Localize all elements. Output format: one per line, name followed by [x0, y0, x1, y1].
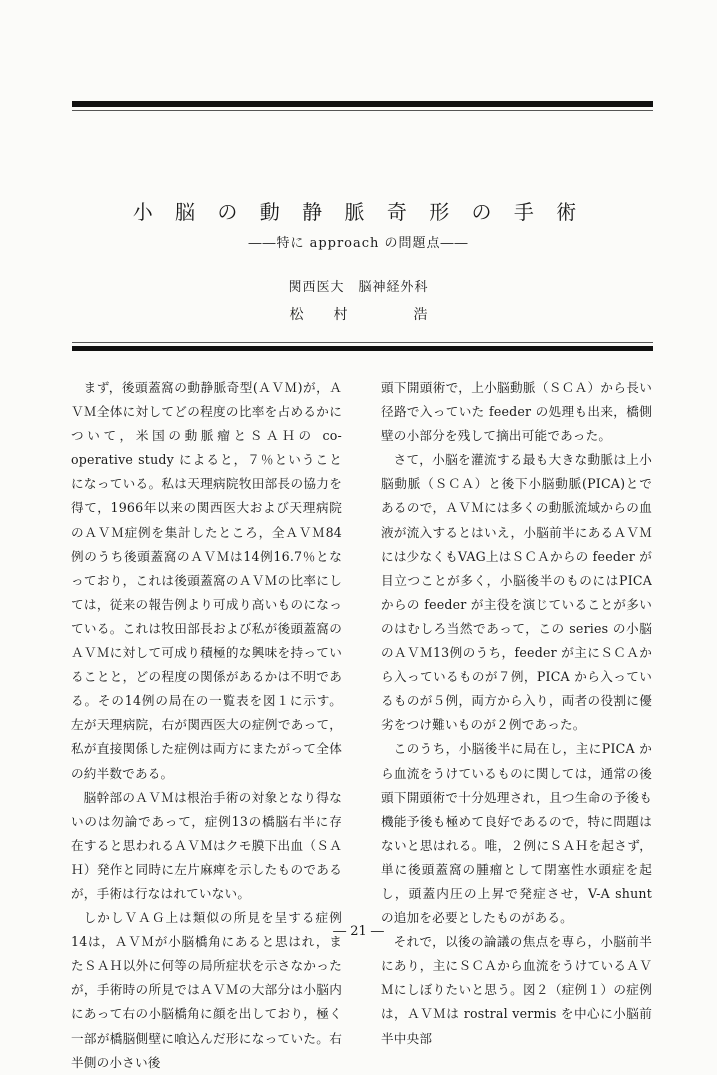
paragraph: しかしＶＡＧ上は類似の所見を呈する症例14は，ＡＶＭが小脳橋角にあると思はれ，またＳＡＨ以外に何等の局所症状を示さなかったが，手術時の所見ではＡＶＭの大部分は小脳内にあって右の小脳橋角に顔を出しており，極く一部が橋脳側壁に喰込んだ形になっていた。右半側の小さい後 [71, 910, 342, 1070]
author-given-name: 浩 [413, 307, 428, 323]
paragraph: このうち，小脳後半に局在し，主にPICA から血流をうけているものに関しては，通常の後頭下開頭術で十分処理され，且つ生命の予後も機能予後も極めて良好であるので，特に問題はないと思はれる。唯，２例にＳＡＨを起さず，単に後頭蓋窩の腫瘤として閉塞性水頭症を起し，頭蓋内圧の上昇で発症させ，V-A shunt の追加を必要としたものがある。 [381, 741, 652, 926]
author-family-name-2: 村 [333, 307, 348, 323]
affiliation: 関西医大 脳神経外科 [288, 280, 429, 295]
top-rule [72, 101, 653, 107]
paragraph: それで，以後の論議の焦点を専ら，小脳前半にあり，主にＳＣＡから血流をうけているＡＶＭにしぼりたいと思う。図２（症例１）の症例は，ＡＶＭは rostral vermis を中心に小脳前半中央部 [381, 934, 652, 1046]
page-number: ― 21 ― [333, 924, 384, 939]
author-family-name-1: 松 [289, 307, 304, 323]
paragraph: まず，後頭蓋窩の動静脈奇型(ＡＶＭ)が，ＡＶＭ全体に対してどの程度の比率を占めるかについて，米国の動脈瘤とＳＡＨの co-operative study によると，７％ということになっている。私は天理病院牧田部長の協力を得て，1966年以来の関西医大および天理病院のＡＶＭ症例を集計したところ，全ＡＶＭ84例のうち後頭蓋窩のＡＶＭは14例16.7％となっており，これは後頭蓋窩のＡＶＭの比率にしては，従来の報告例より可成り高いものになっている。これは牧田部長および私が後頭蓋窩のＡＶＭに対して可成り積極的な興味を持っていることと，どの程度の関係があるかは不明である。その14例の局在の一覧表を図１に示す。左が天理病院，右が関西医大の症例であって，私が直接関係した症例は両方にまたがって全体の約半数である。 [71, 380, 342, 781]
paragraph: 脳幹部のＡＶＭは根治手術の対象となり得ないのは勿論であって，症例13の橋脳右半に存在すると思われるＡＶＭはクモ膜下出血（ＳＡＨ）発作と同時に左片麻痺を示したものであるが，手術は行なはれていない。 [71, 789, 342, 901]
header-rule-thin [72, 342, 653, 343]
left-column [71, 376, 342, 1075]
paper-title: 小 脳 の 動 静 脈 奇 形 の 手 術 [132, 200, 585, 224]
right-column [381, 376, 652, 1051]
paragraph: 頭下開頭術で，上小脳動脈（ＳＣＡ）から長い径路で入っていた feeder の処理も出来，橋側壁の小部分を残して摘出可能であった。 [381, 380, 652, 444]
top-rule-thin [72, 110, 653, 111]
header-rule [72, 346, 653, 351]
paper-subtitle: ――特に approach の問題点―― [248, 236, 469, 251]
paragraph: さて，小脳を灌流する最も大きな動脈は上小脳動脈（ＳＣＡ）と後下小脳動脈(PICA)とであるので，ＡＶＭには多くの動脈流域からの血液が流入するとはいえ，小脳前半にあるＡＶＭには少なくもVAG上はＳＣＡからの feeder が目立つことが多く，小脳後半のものにはPICAからの feeder が主役を演じていることが多いのはむしろ当然であって，この series の小脳のＡＶＭ13例のうち，feeder が主にＳＣＡから入っているものが７例，PICA から入っているものが５例，両方から入り，両者の役割に優劣をつけ難いものが２例であった。 [381, 452, 652, 733]
author-line [0, 304, 717, 324]
